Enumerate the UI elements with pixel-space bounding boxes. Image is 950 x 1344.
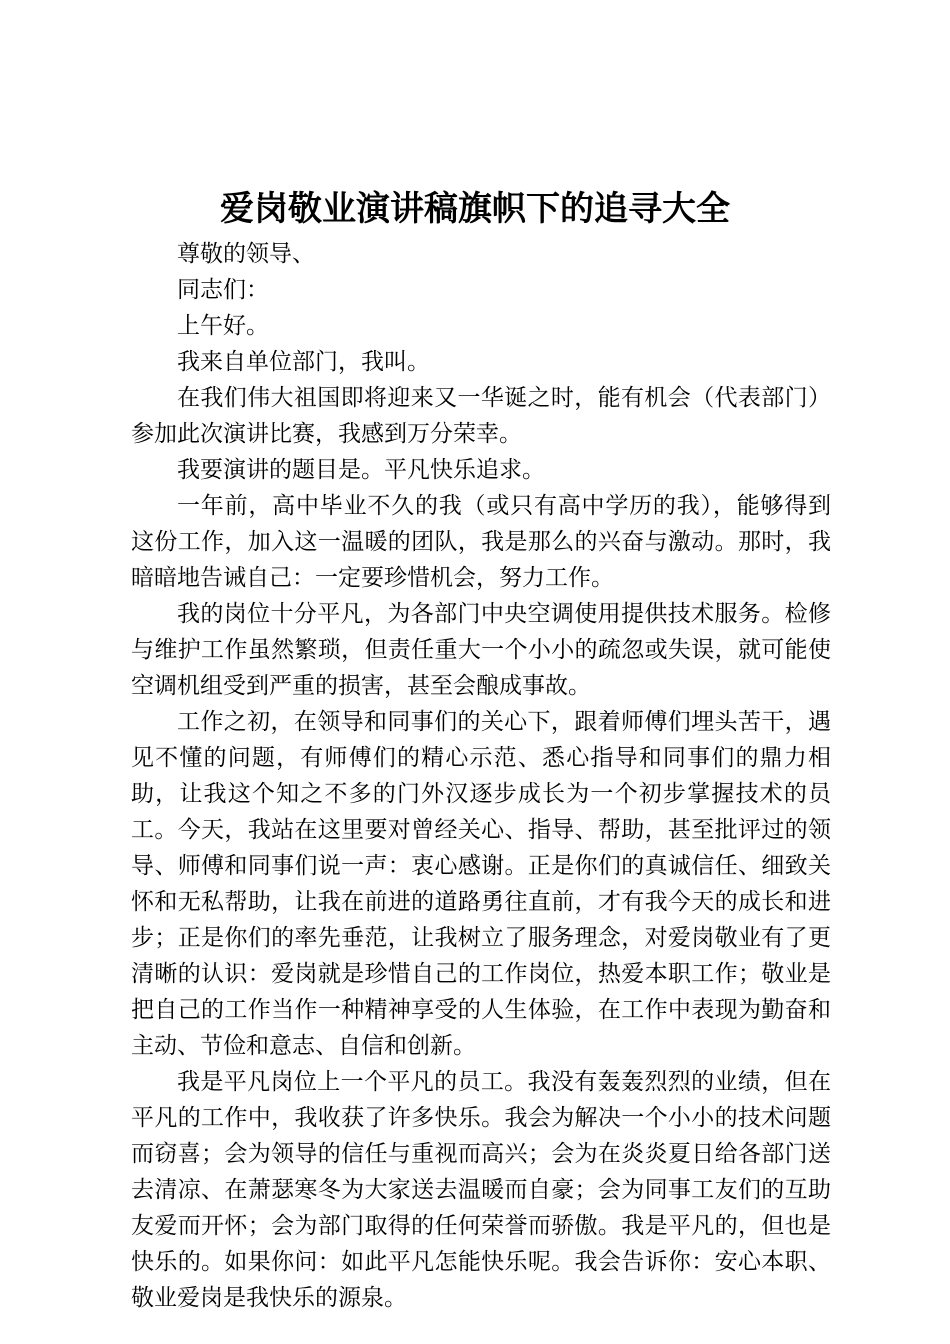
paragraph: 尊敬的领导、	[177, 241, 315, 267]
paragraph: 我来自单位部门，我叫。	[177, 349, 430, 375]
document-title: 爱岗敬业演讲稿旗帜下的追寻大全	[220, 189, 730, 229]
paragraph: 在我们伟大祖国即将迎来又一华诞之时，能有机会（代表部门）参加此次演讲比赛，我感到万分荣幸。	[131, 385, 831, 447]
paragraph: 工作之初，在领导和同事们的关心下，跟着师傅们埋头苦干，遇见不懂的问题，有师傅们的精心示范、悉心指导和同事们的鼎力相助，让我这个知之不多的门外汉逐步成长为一个初步掌握技术的员工。今天，我站在这里要对曾经关心、指导、帮助，甚至批评过的领导、师傅和同事们说一声：衷心感谢。正是你们的真诚信任、细致关怀和无私帮助，让我在前进的道路勇往直前，才有我今天的成长和进步；正是你们的率先垂范，让我树立了服务理念，对爱岗敬业有了更清晰的认识：爱岗就是珍惜自己的工作岗位，热爱本职工作；敬业是把自己的工作当作一种精神享受的人生体验，在工作中表现为勤奋和主动、节俭和意志、自信和创新。	[131, 709, 831, 1059]
paragraph: 我要演讲的题目是。平凡快乐追求。	[177, 457, 545, 483]
document-body	[131, 236, 831, 1316]
paragraph: 我的岗位十分平凡，为各部门中央空调使用提供技术服务。检修与维护工作虽然繁琐，但责任重大一个小小的疏忽或失误，就可能使空调机组受到严重的损害，甚至会酿成事故。	[131, 601, 831, 699]
paragraph: 我是平凡岗位上一个平凡的员工。我没有轰轰烈烈的业绩，但在平凡的工作中，我收获了许多快乐。我会为解决一个小小的技术问题而窃喜；会为领导的信任与重视而高兴；会为在炎炎夏日给各部门送去清凉、在萧瑟寒冬为大家送去温暖而自豪；会为同事工友们的互助友爱而开怀；会为部门取得的任何荣誉而骄傲。我是平凡的，但也是快乐的。如果你问：如此平凡怎能快乐呢。我会告诉你：安心本职、敬业爱岗是我快乐的源泉。	[131, 1069, 831, 1311]
paragraph: 一年前，高中毕业不久的我（或只有高中学历的我），能够得到这份工作，加入这一温暖的团队，我是那么的兴奋与激动。那时，我暗暗地告诫自己：一定要珍惜机会，努力工作。	[131, 493, 831, 591]
paragraph: 同志们：	[177, 277, 269, 303]
paragraph: 上午好。	[177, 313, 269, 339]
